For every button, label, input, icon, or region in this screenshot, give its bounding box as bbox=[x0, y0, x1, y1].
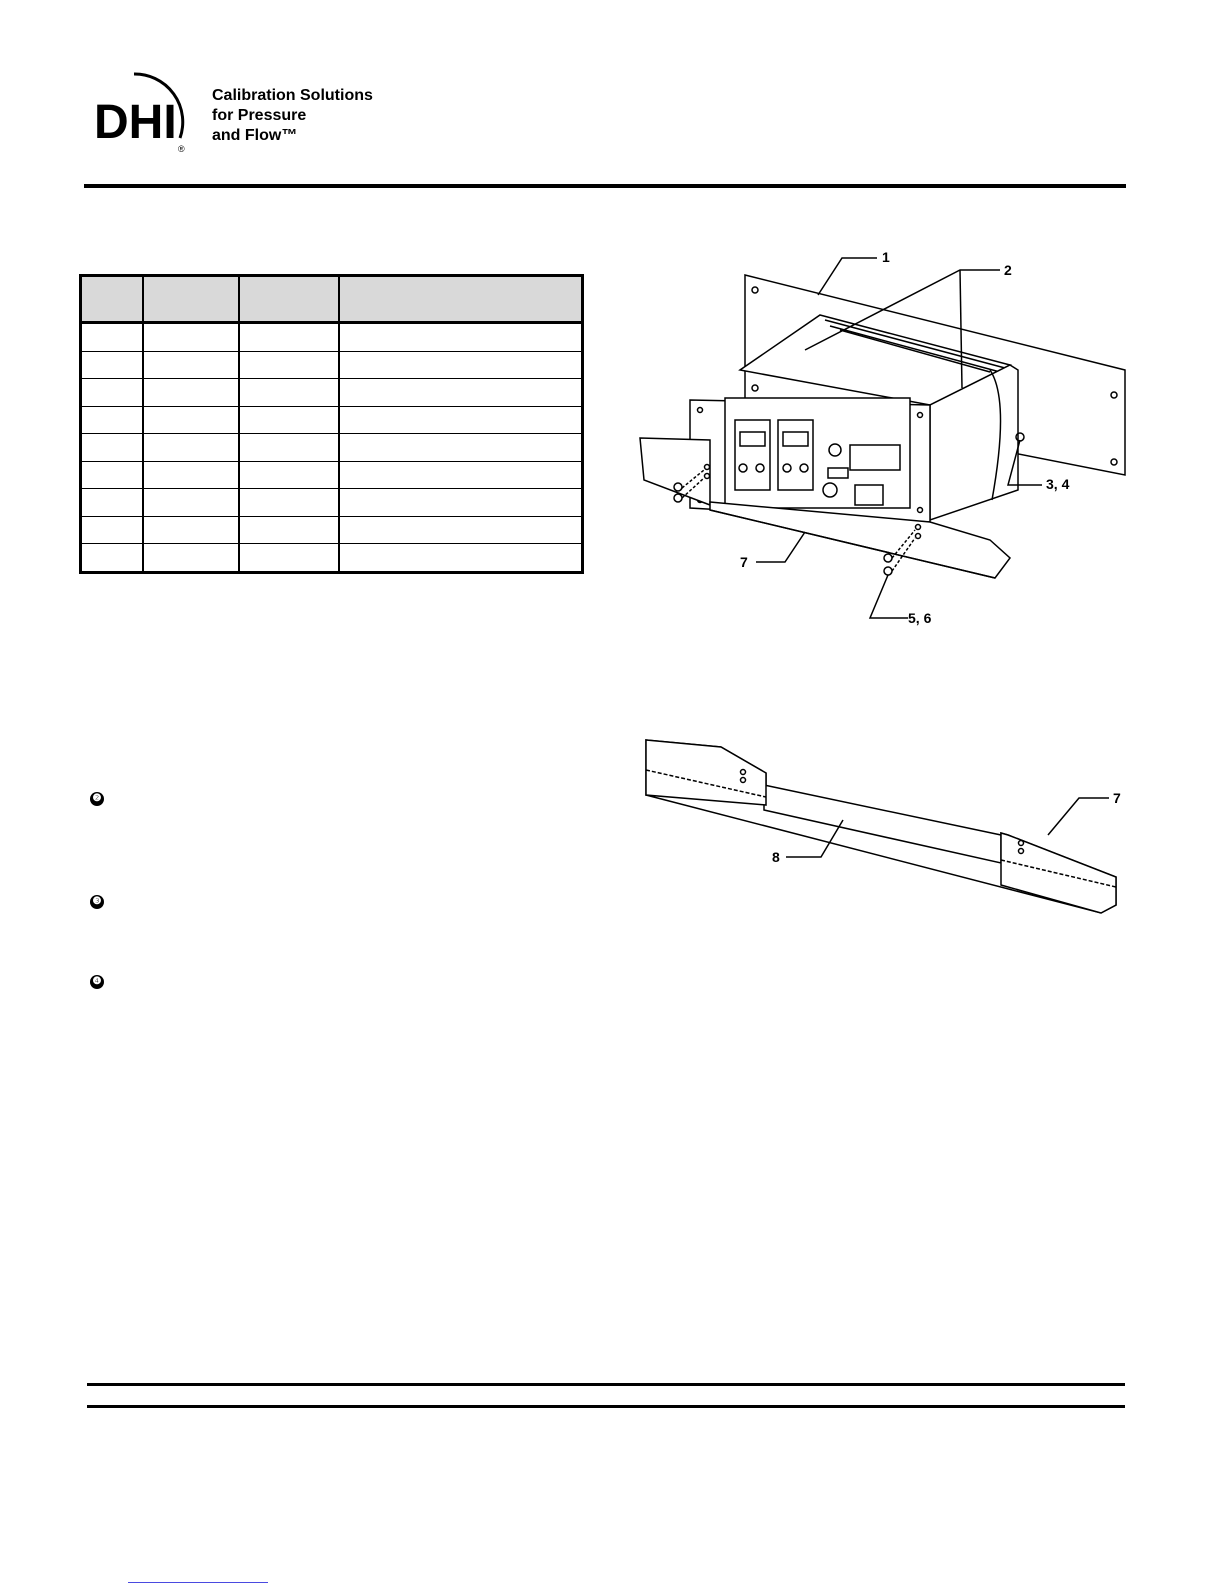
table-cell bbox=[81, 516, 143, 544]
tagline-line-1: Calibration Solutions bbox=[212, 87, 373, 104]
table-cell bbox=[339, 379, 583, 407]
table-cell bbox=[81, 379, 143, 407]
table-row bbox=[81, 489, 583, 517]
table-cell bbox=[239, 406, 339, 434]
table-cell bbox=[239, 461, 339, 489]
table-row bbox=[81, 323, 583, 352]
table-cell bbox=[81, 351, 143, 379]
table-cell bbox=[81, 489, 143, 517]
table-cell bbox=[81, 434, 143, 462]
table-row bbox=[81, 544, 583, 573]
table-row bbox=[81, 516, 583, 544]
table-cell bbox=[239, 434, 339, 462]
tagline-line-2: for Pressure bbox=[212, 107, 307, 124]
table-cell bbox=[239, 323, 339, 352]
table-cell bbox=[81, 461, 143, 489]
table-cell bbox=[143, 544, 239, 573]
table-row bbox=[81, 434, 583, 462]
table-cell bbox=[143, 461, 239, 489]
table-cell bbox=[339, 323, 583, 352]
table-cell bbox=[143, 434, 239, 462]
table-cell bbox=[339, 544, 583, 573]
table-cell bbox=[143, 323, 239, 352]
table-cell bbox=[339, 434, 583, 462]
table-cell bbox=[339, 489, 583, 517]
table-cell bbox=[81, 323, 143, 352]
table-cell bbox=[239, 516, 339, 544]
table-cell bbox=[239, 544, 339, 573]
callout-5-6: 5, 6 bbox=[908, 610, 932, 626]
table-cell bbox=[81, 406, 143, 434]
table-cell bbox=[143, 406, 239, 434]
callout-7: 7 bbox=[740, 554, 748, 570]
callout-3-4: 3, 4 bbox=[1046, 476, 1070, 492]
table-cell bbox=[339, 516, 583, 544]
table-header-row bbox=[81, 276, 583, 323]
callout-1: 1 bbox=[882, 249, 890, 265]
header-rule bbox=[84, 184, 1126, 188]
parts-table bbox=[79, 274, 584, 574]
table-cell bbox=[81, 544, 143, 573]
logo-text: DHI bbox=[94, 96, 177, 149]
step-marker-3: ❸ bbox=[90, 895, 104, 909]
table-cell bbox=[143, 379, 239, 407]
rack-mount-diagram bbox=[630, 240, 1130, 635]
table-cell bbox=[239, 489, 339, 517]
footer-rule-top bbox=[87, 1383, 1125, 1386]
table-row bbox=[81, 461, 583, 489]
table-cell bbox=[339, 351, 583, 379]
callout-2: 2 bbox=[1004, 262, 1012, 278]
table-row bbox=[81, 351, 583, 379]
support-bracket-diagram bbox=[636, 735, 1136, 920]
logo-registered-mark: ® bbox=[178, 144, 185, 154]
table-row bbox=[81, 406, 583, 434]
table-cell bbox=[339, 461, 583, 489]
tagline-line-3: and Flow™ bbox=[212, 127, 298, 144]
callout-7: 7 bbox=[1113, 790, 1121, 806]
footer-link-underline[interactable] bbox=[128, 1582, 268, 1583]
dhi-logo bbox=[92, 68, 202, 158]
header-cell bbox=[81, 276, 143, 323]
company-tagline bbox=[212, 86, 373, 146]
table-row bbox=[81, 379, 583, 407]
table-cell bbox=[143, 351, 239, 379]
header-cell bbox=[143, 276, 239, 323]
step-marker-4: ❹ bbox=[90, 975, 104, 989]
table-cell bbox=[143, 516, 239, 544]
table-cell bbox=[339, 406, 583, 434]
table-cell bbox=[143, 489, 239, 517]
table-cell bbox=[239, 379, 339, 407]
footer-rule-bottom bbox=[87, 1405, 1125, 1408]
header-cell bbox=[339, 276, 583, 323]
callout-8: 8 bbox=[772, 849, 780, 865]
step-marker-2: ❷ bbox=[90, 792, 104, 806]
table-cell bbox=[239, 351, 339, 379]
header-cell bbox=[239, 276, 339, 323]
